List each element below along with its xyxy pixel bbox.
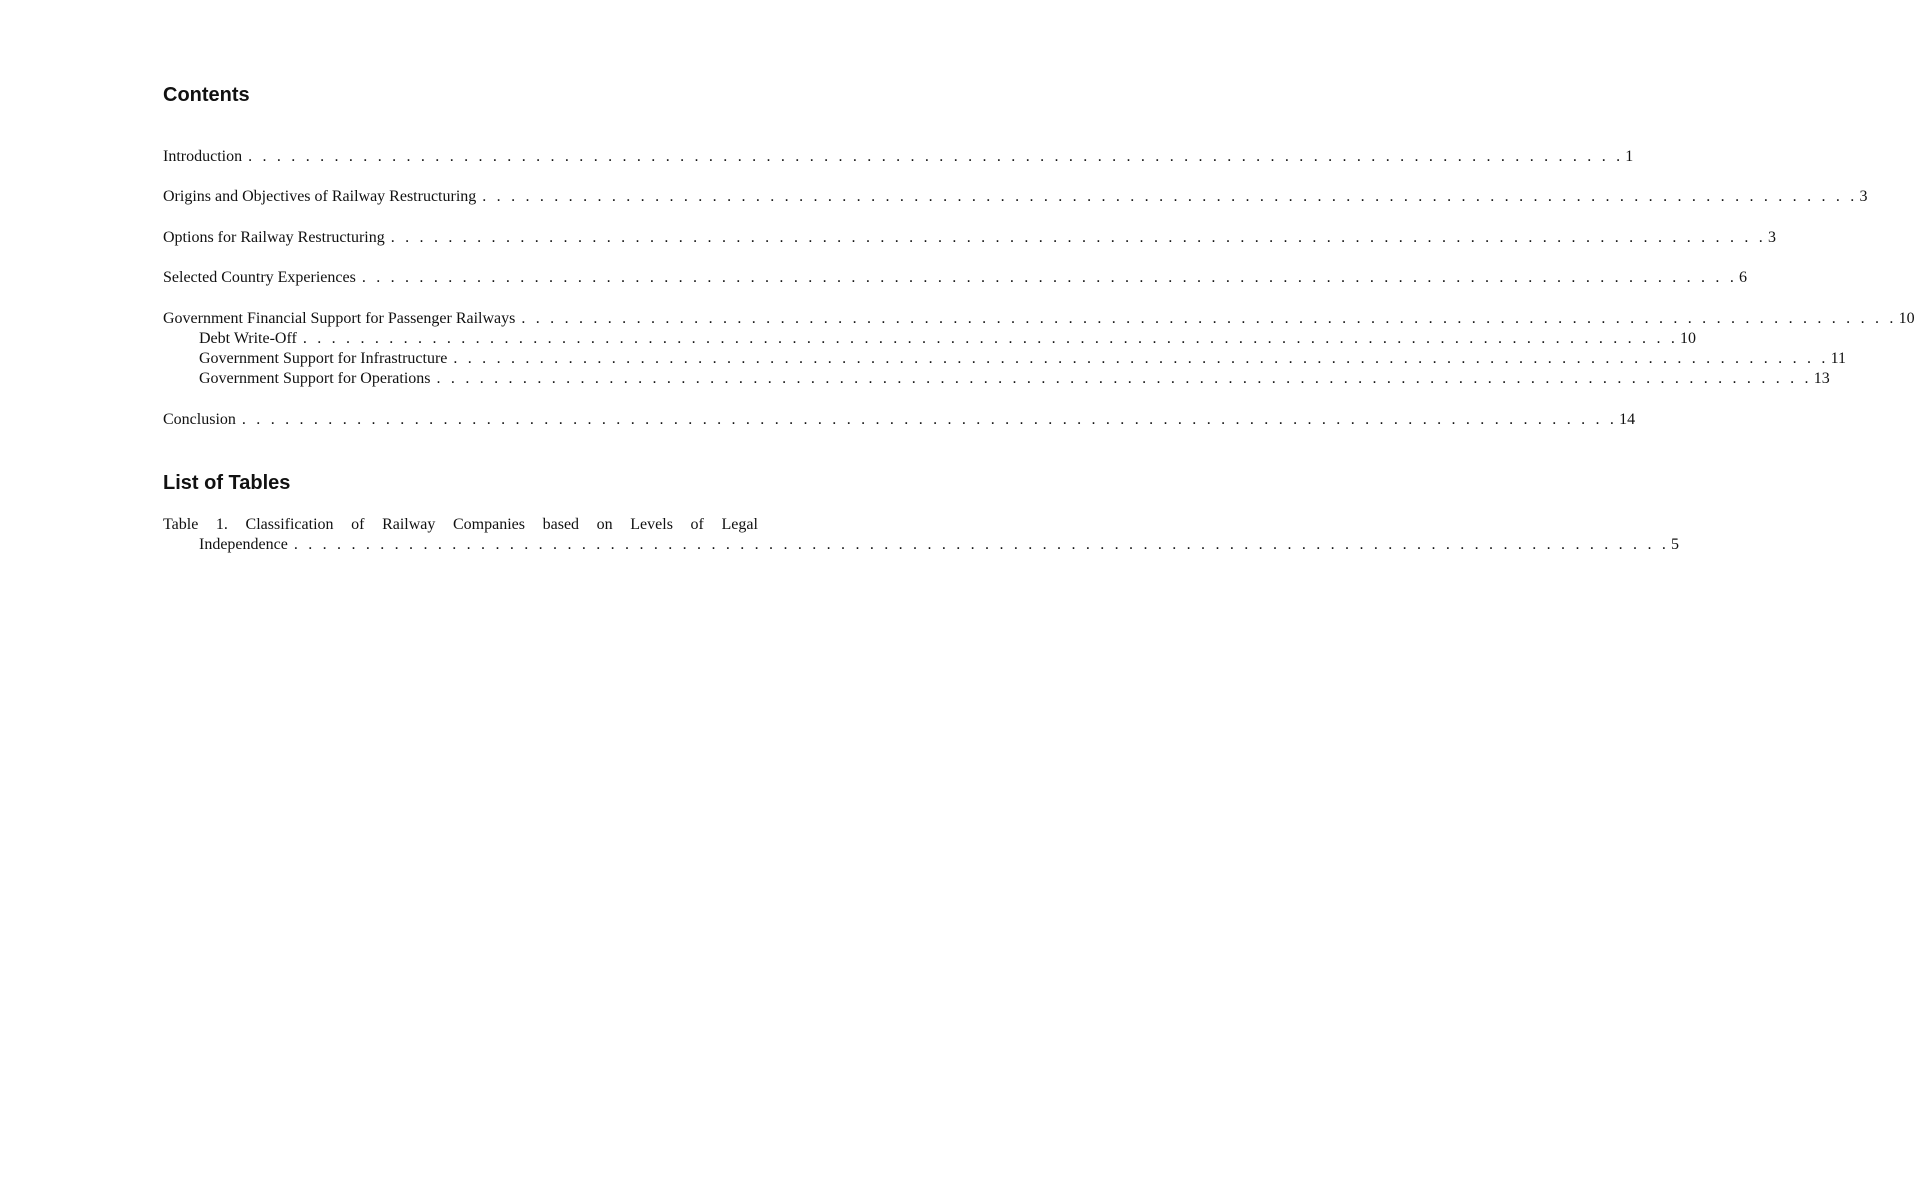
table-entry-word: Classification [245,516,334,533]
table-entry-word: of [351,516,365,533]
dot-leader: . . . . . . . . . . . . . . . . . . . . . . . . . . . . . . . . . . . . . . . . . . . . . . . . . . . . . . . . . . . . . . . . . . . . . . . . . . . . . . . . . . . . . . . . . . . . . . . . [390,229,1766,246]
toc-entry-origins[interactable] [163,187,1868,207]
table-page-number: 5 [1671,536,1680,553]
table-entry-word: Legal [721,516,758,533]
toc-entry-label: Selected Country Experiences [163,269,356,286]
table-entry-word: Railway [382,516,436,533]
toc-page-number: 11 [1830,350,1846,367]
toc-subentry-label: Government Support for Operations [199,370,431,387]
toc-page-number: 6 [1739,269,1748,286]
contents-heading: Contents [163,84,250,106]
dot-leader: . . . . . . . . . . . . . . . . . . . . . . . . . . . . . . . . . . . . . . . . . . . . . . . . . . . . . . . . . . . . . . . . . . . . . . . . . . . . . . . . . . . . . . . . . . . . . . . . [302,330,1679,347]
dot-leader: . . . . . . . . . . . . . . . . . . . . . . . . . . . . . . . . . . . . . . . . . . . . . . . . . . . . . . . . . . . . . . . . . . . . . . . . . . . . . . . . . . . . . . . . . . . . . . . . [521,310,1897,327]
toc-entry-government-support[interactable] [163,309,1915,329]
toc-page-number: 10 [1680,330,1697,347]
toc-page-number: 10 [1898,310,1915,327]
table-entry-word: Levels [630,516,673,533]
toc-subentry-label: Government Support for Infrastructure [199,350,448,367]
toc-entry-label: Options for Railway Restructuring [163,229,385,246]
list-of-tables-heading: List of Tables [163,472,291,494]
toc-page-number: 13 [1813,370,1830,387]
table-entry-word: Table [163,516,199,533]
toc-page-number: 3 [1767,229,1776,246]
toc-page-number: 1 [1625,148,1634,165]
table-entry-continuation-label: Independence [199,536,288,553]
dot-leader: . . . . . . . . . . . . . . . . . . . . . . . . . . . . . . . . . . . . . . . . . . . . . . . . . . . . . . . . . . . . . . . . . . . . . . . . . . . . . . . . . . . . . . . . . . . . . . . . [436,370,1812,387]
table-entry-word: of [690,516,704,533]
table-entry-title-line [163,515,758,535]
toc-subentry-infrastructure[interactable] [163,349,1846,369]
table-entry-word: based [542,516,580,533]
toc-subentry-label: Debt Write-Off [199,330,297,347]
dot-leader: . . . . . . . . . . . . . . . . . . . . . . . . . . . . . . . . . . . . . . . . . . . . . . . . . . . . . . . . . . . . . . . . . . . . . . . . . . . . . . . . . . . . . . . . . . . . . . . . [293,536,1670,553]
toc-entry-label: Origins and Objectives of Railway Restructuring [163,188,477,205]
toc-subentry-debt-write-off[interactable] [163,329,1697,349]
dot-leader: . . . . . . . . . . . . . . . . . . . . . . . . . . . . . . . . . . . . . . . . . . . . . . . . . . . . . . . . . . . . . . . . . . . . . . . . . . . . . . . . . . . . . . . . . . . . . . . . [482,188,1858,205]
toc-entry-label: Introduction [163,148,243,165]
toc-page-number: 3 [1859,188,1868,205]
table-entry-continuation [163,535,1680,555]
toc-entry-conclusion[interactable] [163,410,1636,430]
table-entry-word: Companies [453,516,525,533]
table-entry-word: on [596,516,613,533]
toc-entry-country-experiences[interactable] [163,268,1748,288]
dot-leader: . . . . . . . . . . . . . . . . . . . . . . . . . . . . . . . . . . . . . . . . . . . . . . . . . . . . . . . . . . . . . . . . . . . . . . . . . . . . . . . . . . . . . . . . . . . . . . . . [241,411,1618,428]
dot-leader: . . . . . . . . . . . . . . . . . . . . . . . . . . . . . . . . . . . . . . . . . . . . . . . . . . . . . . . . . . . . . . . . . . . . . . . . . . . . . . . . . . . . . . . . . . . . . . . . [361,269,1738,286]
table-entry-1[interactable] [163,515,1680,555]
toc-entry-introduction[interactable] [163,147,1634,167]
dot-leader: . . . . . . . . . . . . . . . . . . . . . . . . . . . . . . . . . . . . . . . . . . . . . . . . . . . . . . . . . . . . . . . . . . . . . . . . . . . . . . . . . . . . . . . . . . . . . . . . [453,350,1829,367]
toc-subentry-operations[interactable] [163,369,1830,389]
toc-entry-government-support-group [163,309,1915,389]
toc-page-number: 14 [1619,411,1636,428]
dot-leader: . . . . . . . . . . . . . . . . . . . . . . . . . . . . . . . . . . . . . . . . . . . . . . . . . . . . . . . . . . . . . . . . . . . . . . . . . . . . . . . . . . . . . . . . . . . . . . . . [248,148,1624,165]
toc-entry-label: Government Financial Support for Passenger Railways [163,310,516,327]
table-entry-word: 1. [215,516,228,533]
toc-entry-options[interactable] [163,228,1776,248]
toc-entry-label: Conclusion [163,411,236,428]
